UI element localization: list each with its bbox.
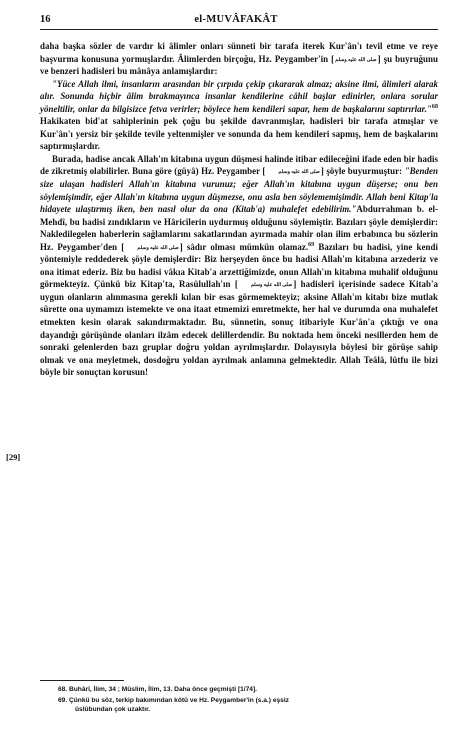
paragraph: Burada, hadise ancak Allah'ın kitabına uygun düşmesi halinde itibar edileceğini ifade eden bir hadis de zikretmiş olabilirler. Buna göre (güyâ) Hz. Peygamber [ صلى الله عليه وسلم] şöyle buyurmuştur: "Benden size ulaşan hadisleri Allah'ın kitabına vurunuz; eğer Allah'ın kitabına uygun düşerse; onu ben söylemişimdir, eğer Allah'ın kitabına uygun düşmezse, onu asla ben söylememişimdir. Allah beni Kitap'la hidayete ulaştırmış iken, ben nasıl olur da ona (Kitab'a) muhalefet edebilirim." Abdurrahman b. el-Mehdî, bu hadisi zındıkların ve Hâricîlerin uydurmuş olduğunu söylemiştir. Bazıları şöyle demişlerdir: Nakledilegelen haberlerin sağlamlarını sakatlarından ayırmada mahir olan ilim erbabınca bu sözlerin Hz. Peygamber'den [ صلى الله عليه وسلم] sâdır olması mümkün olamaz.$^{69}$ Bazıları bu hadisi, yine kendi yöntemiyle reddederek şöyle demişlerdir: Biz herşeyden önce bu hadisi Allah'ın kitabına arzederiz ve ona itimat ederiz. Biz bu hadisi vâkıa Kitab'a arzettiğimizde, onun Allah'ın kitabına muhalif olduğunu görmekteyiz. Çünkü biz Kitap'ta, Rasûlullah'ın [ صلى الله عليه وسلم] hadisleri içerisinde sadece Kitab'a uygun olanların alınmasına gerekli kılan bir esas görmemekteyiz; aksine Allah'ın kitabı bize mutlak sûrette ona uymamızı istemekte ve ona itaat etmemizi emretmekte, her hal ve durumda ona muhalefet etmekten kesin olarak sakındırmaktadır. Bu, sünnetin, sonuç itibariyle Kur'ân'a çıktığı ve ona dayandığı görüşünde olanları ilzâm edecek delillerdendir. Bu noktada hem önceki nesillerden hem de sonraki gelenlerden bazı gruplar doğru yoldan ayrılmışlardır. Dolayısıyla böylesi bir görüşe sahip olmak ve ona meyletmek, dosdoğru yoldan ayrılmak anlamına gelmektedir. Allah Teâlâ, lütfu ile bizi böyle bir sonuçtan korusun! <box>40 153 438 378</box>
text-run: Hakikaten bid'at sahiplerinin pek çoğu bu şekilde davranmışlar, hadisleri bir tarafa atmışlar ve Kur'ân'ı yersiz bir şekilde tevile yeltenmişler ve sonunda da hem kendileri sapmış, hem de başkalarını saptırmışlardır. <box>40 116 438 152</box>
body-text <box>40 40 438 379</box>
salawat-glyph: صلى الله عليه وسلم <box>278 170 320 176</box>
salawat-glyph: صلى الله عليه وسلم <box>250 283 293 289</box>
salawat-glyph: صلى الله عليه وسلم <box>137 245 179 251</box>
text-run: hadisleri içerisinde sadece Kitab'a uygun olanların alınmasına gerekli kılan bir esas görmemekteyiz; aksine Allah'ın kitabı bize mutlak sûrette ona uymamızı istemekte ve ona itaat etmemizi emretmekte, her hal ve durumda ona muhalefet etmekten kesin olarak sakındırmaktadır. Bu, sünnetin, sonuç itibariyle Kur'ân'a çıktığı ve ona dayandığı görüşünde olanları ilzâm edecek delillerdendir. Bu noktada hem önceki nesillerden hem de sonraki gelenlerden bazı gruplar doğru yoldan ayrılmışlardır. Dolayısıyla böylesi bir görüşe sahip olmak ve ona meyletmek, dosdoğru yoldan ayrılmak anlamına gelmektedir. Allah Teâlâ, lütfu ile bizi böyle bir sonuçtan korusun! <box>40 279 438 378</box>
text-run: Burada, hadise ancak Allah'ın kitabına uygun düşmesi halinde itibar edileceğini ifade eden bir hadis de zikretmiş olabilirler. Buna göre (güyâ) Hz. Peygamber <box>40 153 438 177</box>
text-run: Bazıları bu hadisi, yine kendi yöntemiyle reddederek şöyle demişlerdir: Biz herşeyden önce bu hadisi Allah'ın kitabına arzederiz ve ona itimat ederiz. Biz bu hadisi vâkıa Kitab'a arzettiğimizde, onun Allah'ın kitabına muhalif olduğunu görmekteyiz. Çünkü biz Kitap'ta, Rasûlullah'ın <box>40 241 438 290</box>
footnote <box>58 685 438 694</box>
footnote-text: Buhârî, İlim, 34 ; Müslim, İlim, 13. Daha önce geçmişti [1/74]. <box>69 686 257 693</box>
text-run: sâdır olması mümkün olamaz. <box>186 241 309 252</box>
running-title: el-MUVÂFAKÂT <box>194 14 278 25</box>
paragraph <box>40 78 438 153</box>
footnote-text-continued: üslûbundan çok uzaktır. <box>75 706 151 713</box>
text-run: daha başka sözler de vardır ki âlimler onları sünneti bir tarafa iterek Kur'ân'ı tevil etme ve reye başvurma konusuna yormuşlardır. Âlimlerden birçoğu, Hz. Peygamber'in <box>40 41 438 64</box>
footnotes <box>58 685 438 716</box>
paragraph: daha başka sözler de vardır ki âlimler onları sünneti bir tarafa iterek Kur'ân'ı tevil etme ve reye başvurma konusuna yormuşlardır. Âlimlerden birçoğu, Hz. Peygamber'in [صلى الله عليه وسلم] şu buyruğunu ve benzeri hadisleri bu mânâya anlamışlardır: <box>40 41 439 77</box>
footnote-ref: 69 <box>308 241 315 248</box>
footnote-text: Çünkü bu söz, terkip bakımından kötü ve Hz. Peygamber'in (s.a.) eşsiz <box>69 697 289 704</box>
salawat-glyph: صلى الله عليه وسلم <box>335 57 377 63</box>
footnote <box>58 696 438 714</box>
header-rule <box>40 29 438 30</box>
text-run: şu buyruğunu ve benzeri hadisleri bu mânâya anlamışlardır: <box>40 53 439 77</box>
text-run: şöyle buyurmuştur: <box>326 166 403 177</box>
original-page-marker: [29] <box>6 452 21 462</box>
text-run: Abdurrahman b. el-Mehdî, bu hadisi zındıkların ve Hâricîlerin uydurmuş olduğunu söylemiştir. Bazıları şöyle demişlerdir: Nakledilegelen haberlerin sağlamlarını sakatlarından ayırmada mahir olan ilim erbabınca bu sözlerin Hz. Peygamber'den <box>40 204 438 252</box>
page-number: 16 <box>40 14 51 25</box>
page-header <box>36 14 436 30</box>
footnote-number: 69. <box>58 697 68 704</box>
hadith-quote: "Benden size ulaşan hadisleri Allah'ın kitabına vurunuz; eğer Allah'ın kitabına uygun düşerse; onu ben söylemişimdir, eğer Allah'ın kitabına uygun düşmezse, onu asla ben söylememişimdir. Allah beni Kitap'la hidayete ulaştırmış iken, ben nasıl olur da ona (Kitab'a) muhalefet edebilirim." <box>40 166 438 215</box>
footnote-rule <box>40 680 124 681</box>
footnote-number: 68. <box>58 686 68 693</box>
footnote-ref: 68 <box>431 103 438 110</box>
hadith-quote: "Yüce Allah ilmi, insanların arasından bir çırpıda çekip çıkararak almaz; aksine ilmi, âlimleri alarak alır. Sonunda hiçbir âlim bırakmayınca insanlar kendilerine câhil başlar edinirler, onlara sorular yöneltilir, onlar da bilgisizce fetva verirler; böylece hem kendileri sapar, hem de başkalarını saptırırlar." <box>40 78 438 114</box>
